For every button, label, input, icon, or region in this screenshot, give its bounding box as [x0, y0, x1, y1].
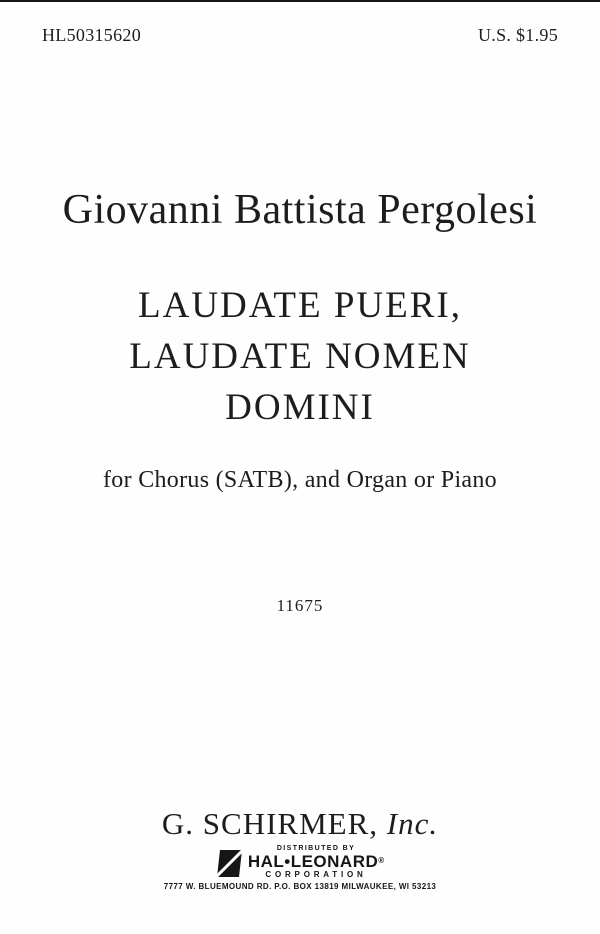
publisher-name-main: G. SCHIRMER, — [161, 806, 379, 841]
hal-leonard-logo — [216, 845, 384, 879]
distributor-address: 7777 W. BLUEMOUND RD. P.O. BOX 13819 MILWAUKEE, WI 53213 — [163, 882, 437, 891]
title-line-3: DOMINI — [225, 387, 375, 428]
work-title — [0, 280, 600, 433]
distributed-by-label: DISTRIBUTED BY — [276, 845, 356, 852]
hal-leonard-name: HAL•LEONARD® — [247, 852, 385, 871]
instrumentation-subtitle: for Chorus (SATB), and Organ or Piano — [103, 467, 497, 493]
plate-number: 11675 — [276, 596, 324, 615]
registered-trademark-symbol: ® — [378, 856, 385, 865]
corporation-label: CORPORATION — [265, 870, 367, 879]
hal-leonard-logo-icon — [216, 848, 244, 879]
catalog-number: HL50315620 — [42, 25, 141, 45]
top-border-rule — [0, 0, 600, 2]
title-line-1: LAUDATE PUERI, — [138, 285, 462, 326]
price-label: U.S. $1.95 — [477, 25, 558, 45]
publisher-name — [0, 806, 600, 842]
publisher-name-suffix: Inc. — [386, 806, 439, 841]
composer-name: Giovanni Battista Pergolesi — [62, 187, 538, 233]
title-line-2: LAUDATE NOMEN — [129, 336, 471, 377]
distributor-block — [0, 845, 600, 891]
hal-leonard-logo-text — [248, 845, 384, 879]
